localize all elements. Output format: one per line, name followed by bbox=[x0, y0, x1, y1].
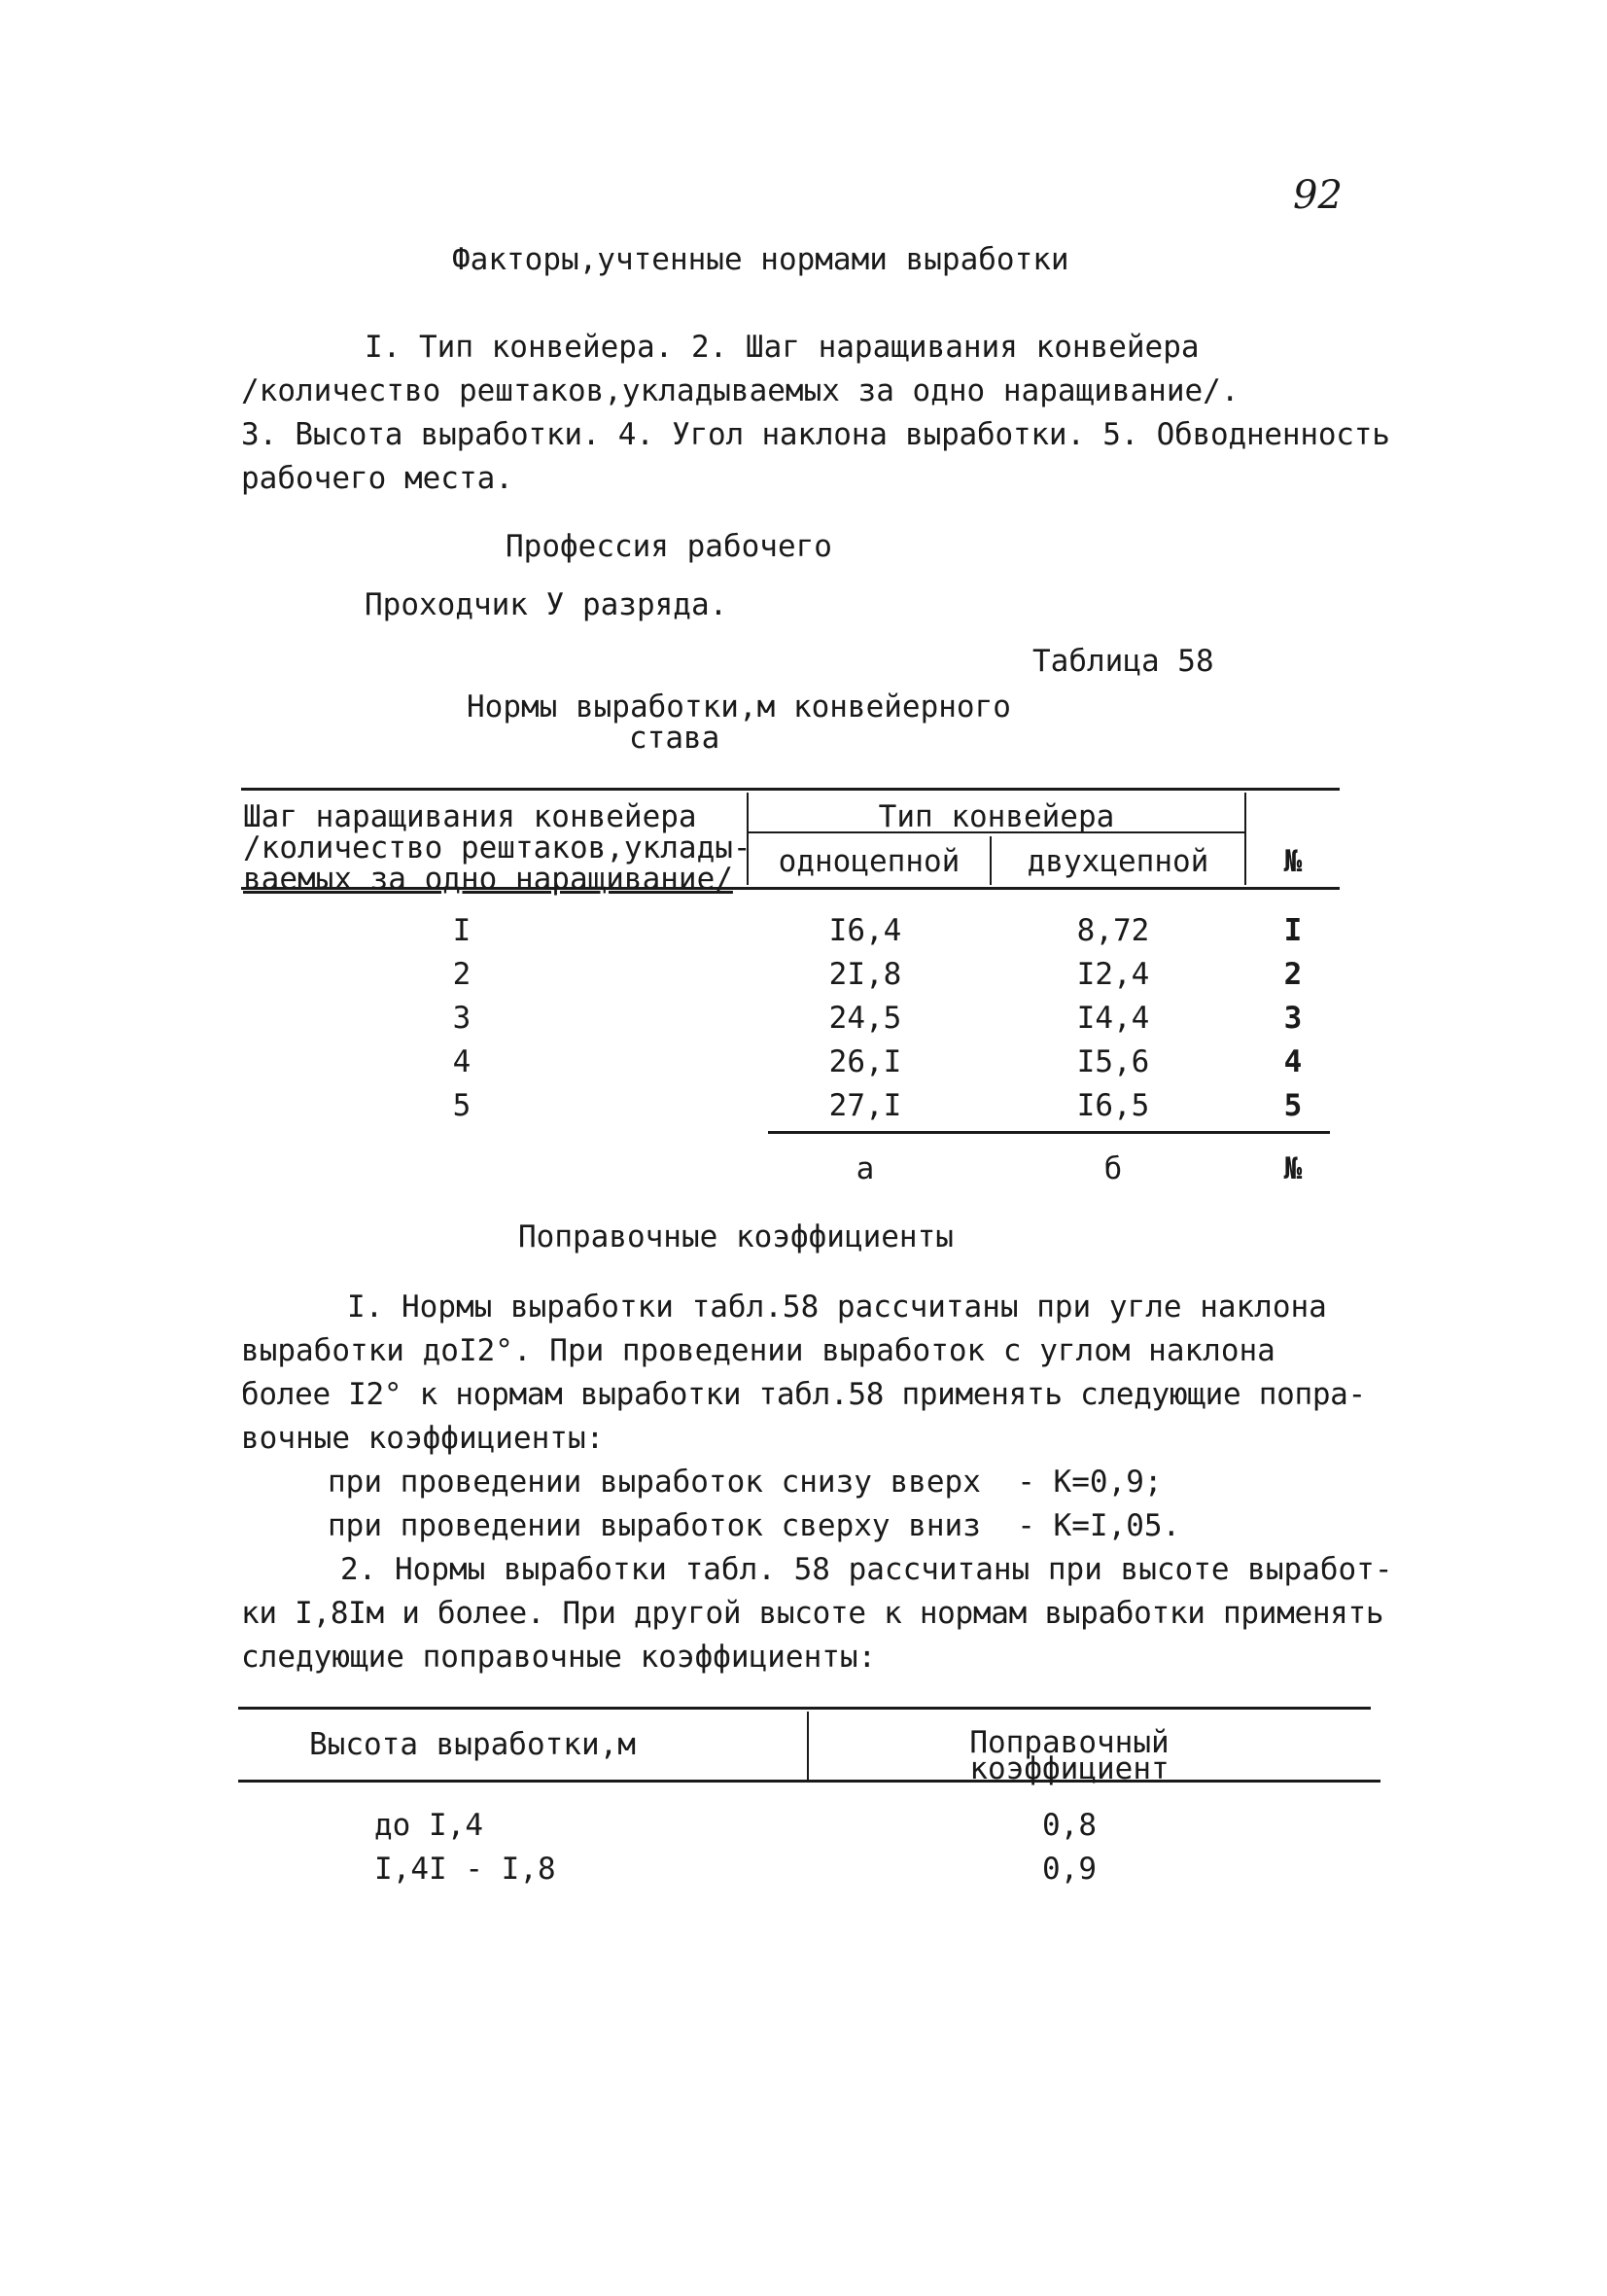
height-table-top-rule bbox=[238, 1707, 1371, 1710]
header-step-line-1: Шаг наращивания конвейера bbox=[243, 799, 697, 834]
header-coefficient-line-1: Поправочный bbox=[969, 1725, 1170, 1760]
table-58-top-rule bbox=[241, 788, 1340, 791]
header-double-chain: двухцепной bbox=[1027, 844, 1209, 879]
header-height: Высота выработки,м bbox=[309, 1727, 636, 1762]
footer-single: а bbox=[856, 1151, 875, 1186]
factors-title: Факторы,учтенные нормами выработки bbox=[452, 242, 1069, 277]
corrections-title: Поправочные коэффициенты bbox=[518, 1219, 954, 1254]
header-number: № bbox=[1283, 844, 1303, 879]
row-2-double: I2,4 bbox=[1076, 957, 1150, 992]
corrections-p1-line-4: вочные коэффициенты: bbox=[241, 1421, 605, 1456]
height-row-1-coef: 0,8 bbox=[1042, 1808, 1097, 1843]
row-1-num: I bbox=[1283, 913, 1303, 948]
row-3-single: 24,5 bbox=[828, 1001, 902, 1036]
page-number: 92 bbox=[1293, 173, 1343, 218]
header-single-chain: одноцепной bbox=[778, 844, 961, 879]
row-5-step: 5 bbox=[452, 1088, 472, 1123]
header-step-line-3: ваемых за одно наращивание/ bbox=[243, 862, 733, 897]
row-5-single: 27,I bbox=[828, 1088, 902, 1123]
header-step-line-2: /количество рештаков,уклады- bbox=[243, 830, 751, 865]
factors-line-2: /количество рештаков,укладываемых за одно наращивание/. bbox=[241, 373, 1240, 408]
profession-heading: Профессия рабочего bbox=[506, 529, 832, 564]
row-4-single: 26,I bbox=[828, 1044, 902, 1079]
row-2-num: 2 bbox=[1283, 957, 1303, 992]
footer-number: № bbox=[1283, 1151, 1303, 1186]
table-58-bottom-rule bbox=[768, 1131, 1330, 1134]
table-58-title-line-1: Нормы выработки,м конвейерного bbox=[467, 689, 1011, 724]
row-5-double: I6,5 bbox=[1076, 1088, 1150, 1123]
corrections-p1-line-2: выработки доI2°. При проведении выработок с углом наклона bbox=[241, 1333, 1275, 1368]
row-4-step: 4 bbox=[452, 1044, 472, 1079]
row-1-double: 8,72 bbox=[1076, 913, 1150, 948]
factors-line-4: рабочего места. bbox=[241, 461, 513, 496]
corrections-p1-line-3: более I2° к нормам выработки табл.58 применять следующие попра- bbox=[241, 1377, 1366, 1412]
row-4-double: I5,6 bbox=[1076, 1044, 1150, 1079]
factors-line-1: I. Тип конвейера. 2. Шаг наращивания конвейера bbox=[365, 330, 1200, 365]
corrections-p2-line-2: ки I,8Iм и более. При другой высоте к нормам выработки применять bbox=[241, 1596, 1384, 1631]
row-3-num: 3 bbox=[1283, 1001, 1303, 1036]
height-row-1-height: до I,4 bbox=[374, 1808, 483, 1843]
correction-up: при проведении выработок снизу вверх - К=0,9; bbox=[328, 1465, 1163, 1500]
profession-value: Проходчик У разряда. bbox=[365, 587, 728, 622]
row-1-step: I bbox=[452, 913, 472, 948]
factors-line-3: 3. Высота выработки. 4. Угол наклона выработки. 5. Обводненность bbox=[241, 417, 1390, 452]
row-3-step: 3 bbox=[452, 1001, 472, 1036]
height-row-2-height: I,4I - I,8 bbox=[374, 1852, 556, 1887]
row-3-double: I4,4 bbox=[1076, 1001, 1150, 1036]
correction-down: при проведении выработок сверху вниз - К=I,05. bbox=[328, 1508, 1181, 1543]
table-58-label: Таблица 58 bbox=[1032, 644, 1214, 679]
row-4-num: 4 bbox=[1283, 1044, 1303, 1079]
row-2-single: 2I,8 bbox=[828, 957, 902, 992]
height-row-2-coef: 0,9 bbox=[1042, 1852, 1097, 1887]
footer-double: б bbox=[1103, 1151, 1123, 1186]
row-1-single: I6,4 bbox=[828, 913, 902, 948]
header-conveyor-type: Тип конвейера bbox=[878, 799, 1115, 834]
corrections-p2-line-1: 2. Нормы выработки табл. 58 рассчитаны при высоте выработ- bbox=[340, 1552, 1393, 1587]
row-5-num: 5 bbox=[1283, 1088, 1303, 1123]
header-coefficient-line-2: коэффициент bbox=[969, 1751, 1170, 1786]
height-table-vdiv bbox=[807, 1712, 809, 1780]
corrections-p1-line-1: I. Нормы выработки табл.58 рассчитаны при угле наклона bbox=[347, 1289, 1327, 1325]
table-58-title-line-2: става bbox=[629, 721, 720, 756]
corrections-p2-line-3: следующие поправочные коэффициенты: bbox=[241, 1640, 877, 1675]
row-2-step: 2 bbox=[452, 957, 472, 992]
